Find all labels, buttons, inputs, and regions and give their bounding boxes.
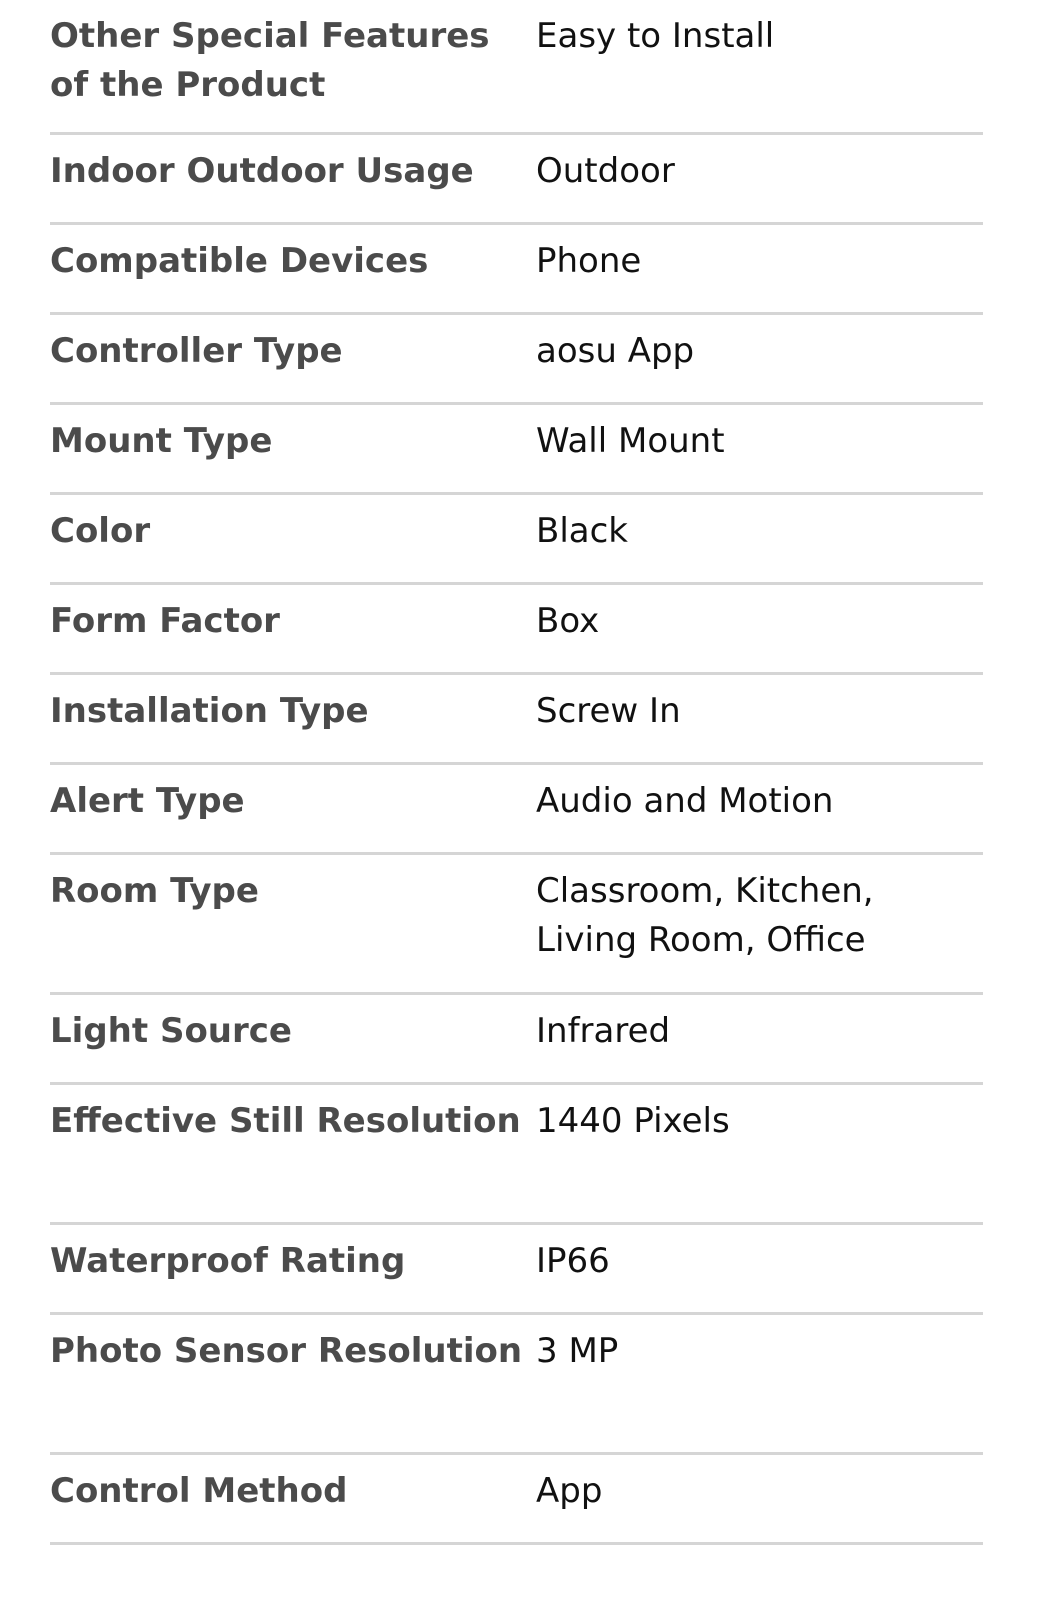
spec-value: 1440 Pixels xyxy=(536,1101,730,1141)
spec-row-waterproof-rating xyxy=(50,1225,983,1315)
spec-row-color xyxy=(50,495,983,585)
spec-label: Photo Sensor Resolution xyxy=(50,1331,523,1371)
spec-label: Compatible Devices xyxy=(50,241,429,281)
spec-label: Waterproof Rating xyxy=(50,1241,406,1281)
spec-row-light-source xyxy=(50,995,983,1085)
spec-value: Wall Mount xyxy=(536,421,725,461)
spec-label: Mount Type xyxy=(50,421,273,461)
spec-row-other-special-features xyxy=(50,0,983,135)
spec-value: Box xyxy=(536,601,600,641)
spec-row-controller-type xyxy=(50,315,983,405)
spec-label: Other Special Features of the Product xyxy=(50,16,490,105)
spec-value: Audio and Motion xyxy=(536,781,834,821)
spec-value: Classroom, Kitchen, Living Room, Office xyxy=(536,871,874,960)
spec-label: Room Type xyxy=(50,871,259,911)
spec-row-effective-still-resolution xyxy=(50,1085,983,1225)
spec-value: IP66 xyxy=(536,1241,610,1281)
spec-label: Alert Type xyxy=(50,781,245,821)
spec-value: 3 MP xyxy=(536,1331,619,1371)
spec-label: Indoor Outdoor Usage xyxy=(50,151,474,191)
spec-label: Form Factor xyxy=(50,601,280,641)
spec-value: Outdoor xyxy=(536,151,675,191)
spec-label: Color xyxy=(50,511,151,551)
spec-value: App xyxy=(536,1471,603,1511)
spec-row-alert-type xyxy=(50,765,983,855)
spec-value: aosu App xyxy=(536,331,695,371)
spec-value: Screw In xyxy=(536,691,681,731)
spec-row-room-type xyxy=(50,855,983,995)
spec-row-installation-type xyxy=(50,675,983,765)
spec-label: Installation Type xyxy=(50,691,369,731)
spec-label: Controller Type xyxy=(50,331,343,371)
spec-row-compatible-devices xyxy=(50,225,983,315)
spec-row-indoor-outdoor-usage xyxy=(50,135,983,225)
spec-row-form-factor xyxy=(50,585,983,675)
spec-label: Control Method xyxy=(50,1471,348,1511)
product-specifications-table xyxy=(50,0,983,1545)
spec-value: Easy to Install xyxy=(536,16,775,56)
spec-value: Black xyxy=(536,511,628,551)
spec-value: Phone xyxy=(536,241,642,281)
spec-label: Effective Still Resolution xyxy=(50,1101,521,1141)
spec-row-mount-type xyxy=(50,405,983,495)
spec-label: Light Source xyxy=(50,1011,292,1051)
spec-value: Infrared xyxy=(536,1011,671,1051)
spec-row-photo-sensor-resolution xyxy=(50,1315,983,1455)
spec-row-control-method xyxy=(50,1455,983,1545)
